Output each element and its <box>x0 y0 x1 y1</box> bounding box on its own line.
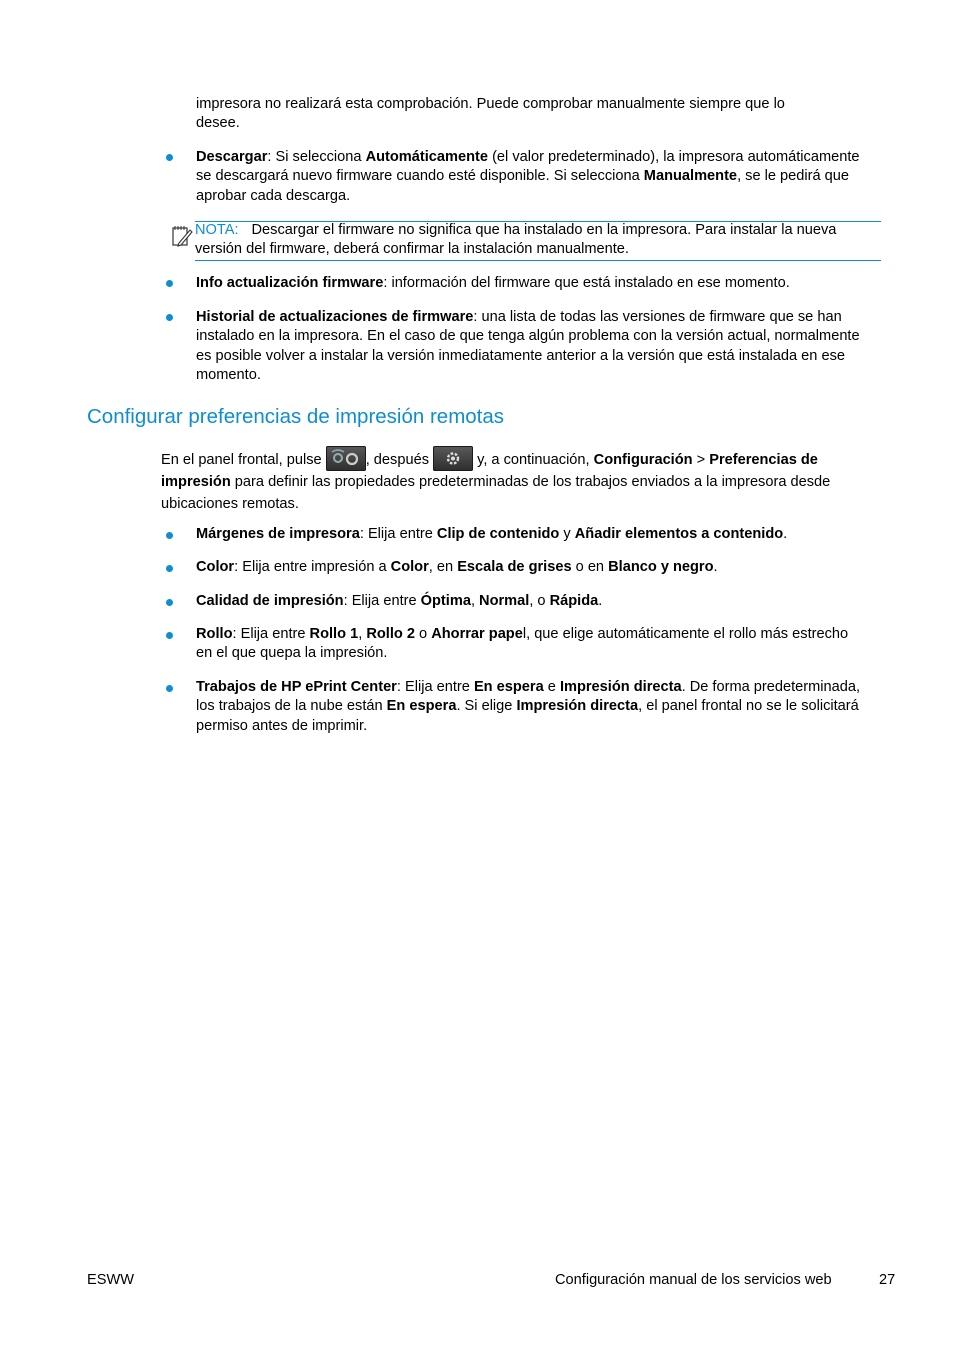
continuation-paragraph <box>196 95 866 134</box>
term: Añadir elementos a contenido <box>574 526 784 542</box>
bullet-icon <box>166 532 173 539</box>
text: . <box>783 526 788 542</box>
text: , después <box>365 452 434 468</box>
text: , <box>358 626 367 642</box>
term-manualmente: Manualmente <box>643 168 738 185</box>
text: En el panel frontal, pulse <box>161 452 326 468</box>
text: : Elija entre <box>359 526 437 542</box>
footer-section-title: Configuración manual de los servicios web <box>555 1272 832 1288</box>
term-preferencias: Preferencias de impresión <box>161 452 818 490</box>
term: En espera <box>386 698 457 715</box>
term: Rollo 2 <box>366 626 415 642</box>
text: , o <box>529 593 550 609</box>
bullet-icon <box>166 154 173 161</box>
term: Impresión directa <box>559 679 682 695</box>
text: > <box>692 452 710 468</box>
term: Color <box>390 559 429 575</box>
term: Rollo 1 <box>309 626 359 642</box>
text: o <box>414 626 432 642</box>
text: , <box>470 593 480 609</box>
term-historial: Historial de actualizaciones de firmware <box>196 309 474 325</box>
term: Calidad de impresión <box>196 593 344 609</box>
term: Rápida <box>549 593 599 609</box>
text: : Elija entre <box>232 626 310 642</box>
gear-button-icon <box>433 446 473 471</box>
page-number: 27 <box>879 1272 896 1288</box>
note-paragraph <box>195 221 865 260</box>
list-item-trabajos <box>196 678 866 736</box>
bullet-icon <box>166 599 173 606</box>
text: , el panel frontal no se le solicitará permiso antes de imprimir. <box>196 698 859 734</box>
term: Color <box>196 559 235 575</box>
text: : Elija entre impresión a <box>234 559 391 575</box>
text: : una lista de todas las versiones de firmware que se han instalado en la impresora. En el caso de que tenga algún problema con la versión actual, normalmente es posible volver a instalar la versión inmediatamente anterior a la versión que está instalada en ese momento. <box>196 309 860 384</box>
continuation-line-1: impresora no realizará esta comprobación. Puede comprobar manualmente siempre que lo <box>196 96 785 112</box>
note-text: Descargar el firmware no significa que ha instalado en la impresora. Para instalar la nueva versión del firmware, deberá confirmar la instalación manualmente. <box>195 222 837 258</box>
term: Normal <box>479 593 530 609</box>
term: Clip de contenido <box>436 526 560 542</box>
list-item-info-firmware <box>196 274 866 293</box>
list-item-margenes <box>196 525 866 544</box>
text: para definir las propiedades predeterminadas de los trabajos enviados a la impresora desde ubicaciones remotas. <box>161 474 831 512</box>
list-item-color <box>196 558 866 577</box>
term-descargar: Descargar <box>196 149 268 165</box>
section-title: Configurar preferencias de impresión remotas <box>87 405 505 428</box>
text: : Si selecciona <box>267 149 366 165</box>
text: , en <box>428 559 458 575</box>
text: . <box>598 593 603 609</box>
text: o en <box>571 559 609 575</box>
text: : información del firmware que está instalado en ese momento. <box>383 275 790 291</box>
term-info-firmware: Info actualización firmware <box>196 275 384 291</box>
text: . <box>713 559 718 575</box>
note-icon <box>171 222 193 248</box>
bullet-icon <box>166 632 173 639</box>
text: e <box>543 679 560 695</box>
term: Blanco y negro <box>608 559 714 575</box>
text: : Elija entre <box>343 593 421 609</box>
note-label: NOTA: <box>195 222 239 238</box>
term: Trabajos de HP ePrint Center <box>196 679 397 695</box>
text: . Si elige <box>456 698 517 715</box>
footer-left: ESWW <box>87 1272 135 1288</box>
intro-paragraph <box>161 446 866 515</box>
term-configuracion: Configuración <box>593 452 693 468</box>
text: l, que elige automáticamente el rollo más estrecho en el que quepa la impresión. <box>196 626 849 662</box>
bullet-icon <box>166 280 173 287</box>
term: Óptima <box>420 593 471 609</box>
wireless-settings-button-icon <box>326 446 366 471</box>
term: Impresión directa <box>516 698 639 715</box>
term: Rollo <box>196 626 233 642</box>
note-box <box>195 221 881 261</box>
text: : Elija entre <box>396 679 474 695</box>
term: Escala de grises <box>457 559 572 575</box>
list-item-descargar <box>196 148 866 206</box>
term: Ahorrar pape <box>431 626 523 642</box>
bullet-icon <box>166 314 173 321</box>
bullet-icon <box>166 685 173 692</box>
list-item-historial <box>196 308 866 386</box>
continuation-line-2: desee. <box>196 115 240 132</box>
text: (el valor predeterminado), la impresora automáticamente se descargará nuevo firmware cuando esté disponible. Si selecciona <box>196 149 860 185</box>
text: . De forma predeterminada, los trabajos de la nube están <box>196 679 861 715</box>
term: Márgenes de impresora <box>196 526 360 542</box>
list-item-rollo <box>196 625 866 664</box>
term: En espera <box>473 679 544 695</box>
list-item-calidad <box>196 592 866 611</box>
term-automaticamente: Automáticamente <box>365 149 489 165</box>
text: , se le pedirá que aprobar cada descarga. <box>196 168 850 204</box>
text: y <box>559 526 575 542</box>
bullet-icon <box>166 565 173 572</box>
text: y, a continuación, <box>473 452 594 468</box>
